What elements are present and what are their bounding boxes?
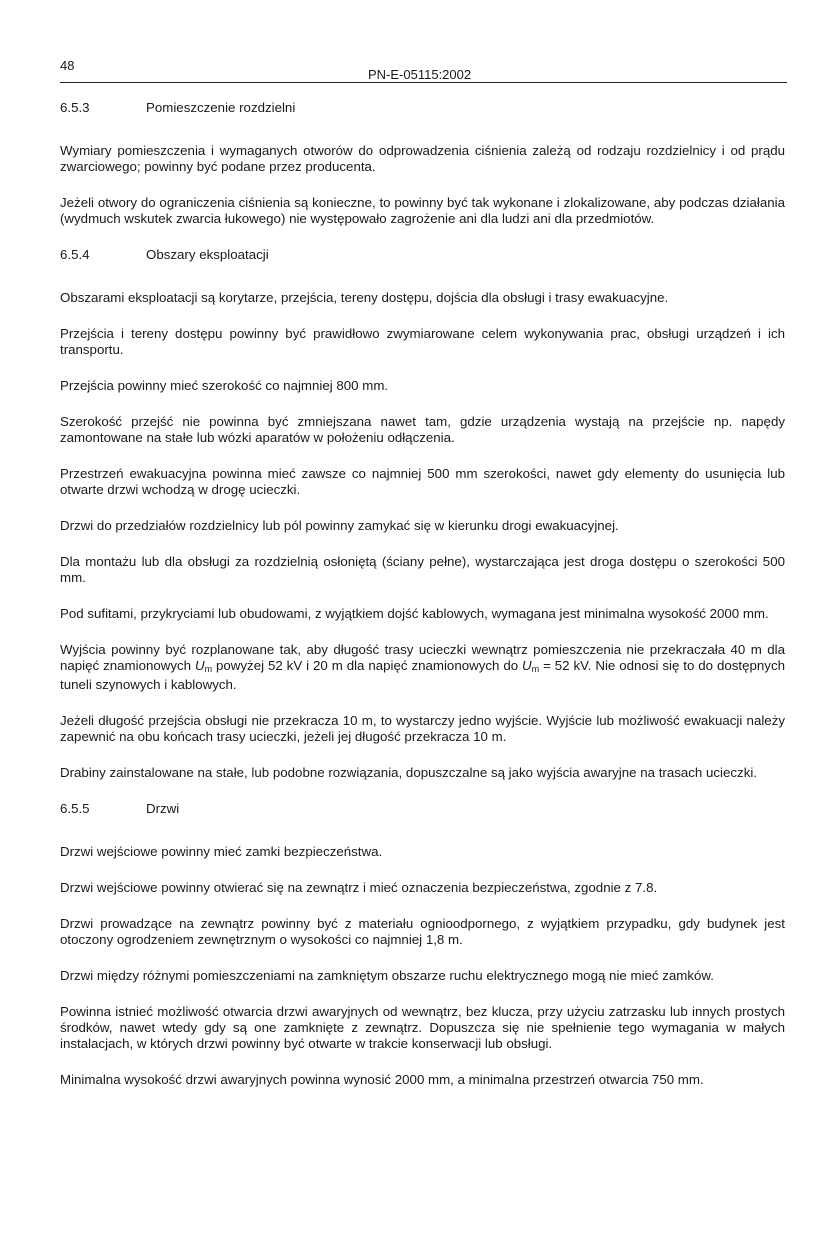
paragraph: Drzwi do przedziałów rozdzielnicy lub pól powinny zamykać się w kierunku drogi ewakuacyjnej. xyxy=(60,518,619,533)
paragraph: Wymiary pomieszczenia i wymaganych otworów do odprowadzenia ciśnienia zależą od rodzaju rozdzielnicy i od prądu zwarciowego; powinny być podane przez producenta. xyxy=(60,143,785,174)
paragraph: Jeżeli otwory do ograniczenia ciśnienia są konieczne, to powinny być tak wykonane i zlokalizowane, aby podczas działania (wydmuch wskutek zwarcia łukowego) nie występowało zagrożenie ani dla ludzi ani dla przedmiotów. xyxy=(60,195,785,226)
paragraph: Przestrzeń ewakuacyjna powinna mieć zawsze co najmniej 500 mm szerokości, nawet gdy elementy do usunięcia lub otwarte drzwi wchodzą w drogę ucieczki. xyxy=(60,466,785,497)
text-run: Wyjścia powinny być rozplanowane tak, aby długość trasy ucieczki wewnątrz pomieszczenia nie przekraczała 40 m dla napięć znamionowych xyxy=(60,642,785,673)
standard-number: PN-E-05115:2002 xyxy=(368,67,472,82)
page-number: 48 xyxy=(60,58,75,73)
subscript-m: m xyxy=(531,664,540,674)
section-heading-6-5-3 xyxy=(60,100,785,116)
paragraph: Dla montażu lub dla obsługi za rozdzielnią osłoniętą (ściany pełne), wystarczająca jest droga dostępu o szerokości 500 mm. xyxy=(60,554,785,585)
paragraph: Jeżeli długość przejścia obsługi nie przekracza 10 m, to wystarczy jedno wyjście. Wyjście lub możliwość ewakuacji należy zapewnić na obu końcach trasy ucieczki, jeżeli jej długość przekracza 10 m. xyxy=(60,713,785,744)
section-title: Drzwi xyxy=(146,801,180,816)
paragraph: Drzwi wejściowe powinny mieć zamki bezpieczeństwa. xyxy=(60,844,383,859)
paragraph-exits xyxy=(60,642,785,693)
text-run: = 52 kV. Nie odnosi się to do dostępnych tuneli szynowych i kablowych. xyxy=(60,658,785,692)
paragraph: Drabiny zainstalowane na stałe, lub podobne rozwiązania, dopuszczalne są jako wyjścia awaryjne na trasach ucieczki. xyxy=(60,765,757,780)
section-title: Pomieszczenie rozdzielni xyxy=(146,100,296,115)
paragraph: Drzwi wejściowe powinny otwierać się na zewnątrz i mieć oznaczenia bezpieczeństwa, zgodnie z 7.8. xyxy=(60,880,658,895)
paragraph: Minimalna wysokość drzwi awaryjnych powinna wynosić 2000 mm, a minimalna przestrzeń otwarcia 750 mm. xyxy=(60,1072,704,1087)
paragraph: Przejścia powinny mieć szerokość co najmniej 800 mm. xyxy=(60,378,389,393)
paragraph: Przejścia i tereny dostępu powinny być prawidłowo zwymiarowane celem wykonywania prac, obsługi urządzeń i ich transportu. xyxy=(60,326,785,357)
section-number: 6.5.4 xyxy=(60,247,90,262)
paragraph: Szerokość przejść nie powinna być zmniejszana nawet tam, gdzie urządzenia wystają na przejście np. napędy zamontowane na stałe lub wózki aparatów w położeniu odłączenia. xyxy=(60,414,785,445)
section-heading-6-5-4 xyxy=(60,247,785,263)
document-body xyxy=(60,100,785,1108)
paragraph: Drzwi prowadzące na zewnątrz powinny być z materiału ognioodpornego, z wyjątkiem przypadku, gdy budynek jest otoczony ogrodzeniem zewnętrznym o wysokości co najmniej 1,8 m. xyxy=(60,916,785,947)
text-run: powyżej 52 kV i 20 m dla napięć znamionowych do xyxy=(212,658,523,673)
paragraph: Obszarami eksploatacji są korytarze, przejścia, tereny dostępu, dojścia dla obsługi i trasy ewakuacyjne. xyxy=(60,290,669,305)
section-number: 6.5.3 xyxy=(60,100,90,115)
paragraph: Pod sufitami, przykryciami lub obudowami, z wyjątkiem dojść kablowych, wymagana jest minimalna wysokość 2000 mm. xyxy=(60,606,769,621)
header-rule xyxy=(60,82,787,83)
section-heading-6-5-5 xyxy=(60,801,785,817)
paragraph: Drzwi między różnymi pomieszczeniami na zamkniętym obszarze ruchu elektrycznego mogą nie mieć zamków. xyxy=(60,968,714,983)
symbol-u: U xyxy=(522,658,532,673)
subscript-m: m xyxy=(204,664,213,674)
section-title: Obszary eksploatacji xyxy=(146,247,269,262)
page-header xyxy=(60,58,787,80)
section-number: 6.5.5 xyxy=(60,801,90,816)
paragraph: Powinna istnieć możliwość otwarcia drzwi awaryjnych od wewnątrz, bez klucza, przy użyciu zatrzasku lub innych prostych środków, nawet wtedy gdy są one zamknięte z zewnątrz. Dopuszcza się nie spełnienie tego wymagania w małych instalacjach, w których drzwi powinny być otwarte w trakcie konserwacji lub obsługi. xyxy=(60,1004,785,1051)
symbol-u: U xyxy=(194,658,205,673)
